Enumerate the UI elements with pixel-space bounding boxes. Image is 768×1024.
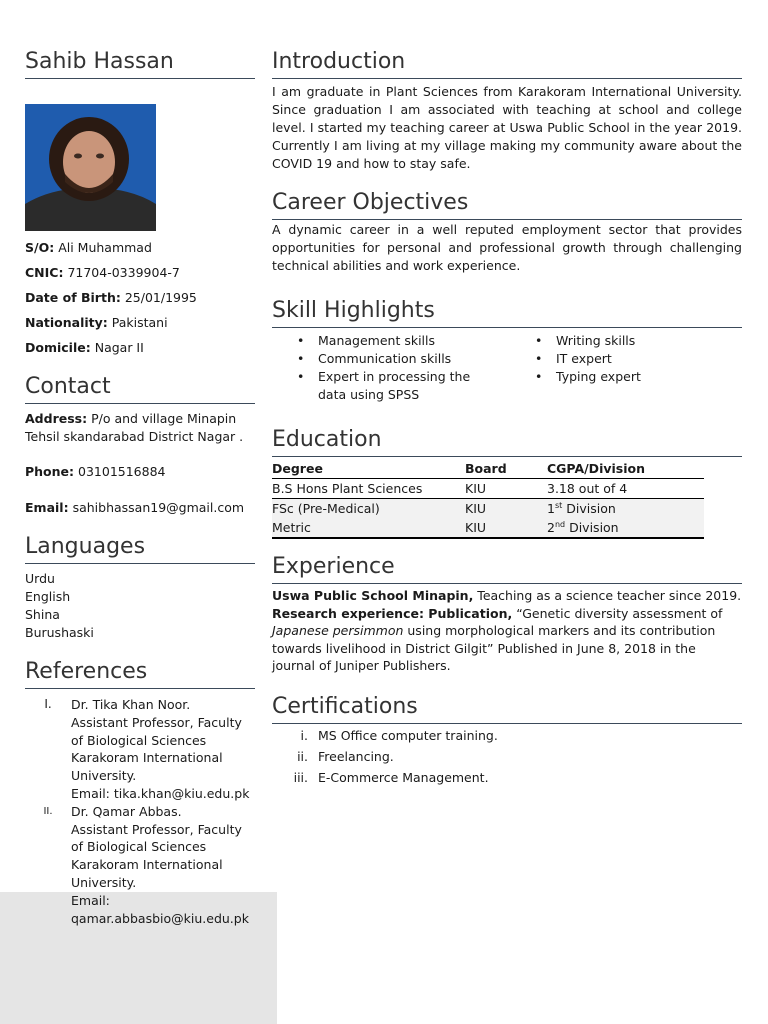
value: Pakistani bbox=[111, 315, 168, 330]
reference-line: Assistant Professor, Faculty bbox=[71, 714, 242, 730]
value: Nagar II bbox=[94, 340, 144, 355]
objectives-text: A dynamic career in a well reputed employment sector that provides opportunities for personal and professional growth through challenging technical abilities and work experience. bbox=[272, 222, 742, 273]
division-text: Division bbox=[562, 501, 616, 517]
reference-line: qamar.abbasbio@kiu.edu.pk bbox=[71, 910, 249, 926]
profile-photo bbox=[25, 104, 156, 231]
reference-line: Dr. Qamar Abbas. bbox=[71, 803, 182, 819]
email bbox=[25, 499, 255, 517]
list-item bbox=[272, 746, 742, 767]
division-text: Division bbox=[565, 520, 619, 536]
species-name: Japanese persimmon bbox=[272, 623, 404, 638]
research-text: using morphological markers and its contribution towards livelihood in District Gilgit” Published in June 8, 2018 in the journal of Juniper Publishers. bbox=[272, 623, 716, 673]
reference-line: Email: bbox=[71, 892, 110, 908]
label: CNIC: bbox=[25, 265, 64, 280]
list-item: Burushaski bbox=[25, 625, 94, 640]
address-line-2: Tehsil skandarabad District Nagar . bbox=[25, 429, 244, 444]
father-name-row bbox=[25, 240, 255, 265]
item-text: MS Office computer training. bbox=[318, 727, 498, 743]
experience-heading: Experience bbox=[272, 553, 742, 584]
list-item: • Writing skills bbox=[556, 332, 641, 350]
label: Address: bbox=[25, 411, 88, 426]
ordinal-suffix: nd bbox=[554, 519, 566, 529]
column-header: CGPA/Division bbox=[547, 459, 704, 479]
value: P/o and village Minapin bbox=[91, 411, 237, 426]
table-cell: FSc (Pre-Medical) bbox=[272, 499, 465, 519]
languages-list bbox=[25, 570, 255, 642]
reference-line: Dr. Tika Khan Noor. bbox=[71, 697, 191, 712]
certifications-list bbox=[272, 725, 742, 788]
table-row bbox=[272, 499, 704, 519]
list-item: • Typing expert bbox=[556, 368, 641, 386]
email-link[interactable]: sahibhassan19@gmail.com bbox=[72, 500, 245, 515]
label: Nationality: bbox=[25, 315, 108, 330]
reference-item bbox=[25, 803, 255, 928]
personal-info bbox=[25, 240, 255, 365]
list-item: Shina bbox=[25, 607, 60, 622]
list-item bbox=[272, 767, 742, 788]
reference-line: Assistant Professor, Faculty bbox=[71, 821, 242, 837]
label: Domicile: bbox=[25, 340, 91, 355]
list-item: Urdu bbox=[25, 571, 55, 586]
table-row bbox=[272, 479, 704, 499]
skills-list bbox=[272, 332, 742, 404]
education-heading: Education bbox=[272, 426, 742, 457]
label: S/O: bbox=[25, 240, 55, 255]
table-header-row bbox=[272, 459, 704, 479]
reference-line: Karakoram International bbox=[71, 857, 223, 873]
table-row bbox=[272, 518, 704, 538]
table-cell: 3.18 out of 4 bbox=[547, 479, 704, 499]
reference-line: of Biological Sciences bbox=[71, 732, 207, 748]
reference-line: Email: tika.khan@kiu.edu.pk bbox=[71, 785, 250, 801]
division-number: 2 bbox=[547, 520, 555, 536]
contact-heading: Contact bbox=[25, 373, 255, 404]
introduction-text: I am graduate in Plant Sciences from Karakoram International University. Since graduation I am associated with teaching at school and college level. I started my teaching career at Uswa Public School in the year 2019. Currently I am living at my village making my community aware about the COVID 19 and how to stay safe. bbox=[272, 84, 742, 171]
reference-line: University. bbox=[71, 874, 137, 890]
objectives-heading: Career Objectives bbox=[272, 189, 742, 220]
domicile-row bbox=[25, 340, 255, 365]
reference-line: Karakoram International bbox=[71, 750, 223, 766]
education-table bbox=[272, 459, 704, 539]
label: Date of Birth: bbox=[25, 290, 121, 305]
list-item bbox=[272, 725, 742, 746]
list-item: • Expert in processing the data using SPSS bbox=[318, 368, 478, 404]
item-text: E-Commerce Management. bbox=[318, 769, 489, 785]
employer: Uswa Public School Minapin, bbox=[272, 588, 474, 603]
value: 25/01/1995 bbox=[124, 290, 197, 305]
contact-section bbox=[25, 410, 255, 517]
item-number: ii. bbox=[297, 748, 308, 764]
value: 71704-0339904-7 bbox=[67, 265, 180, 280]
skills-heading: Skill Highlights bbox=[272, 297, 742, 328]
column-header: Degree bbox=[272, 459, 465, 479]
reference-details bbox=[71, 696, 249, 803]
left-column bbox=[25, 48, 255, 927]
item-number: i. bbox=[300, 727, 308, 743]
item-number: iii. bbox=[293, 769, 308, 785]
list-item: • Communication skills bbox=[318, 350, 538, 368]
table-cell: Metric bbox=[272, 518, 465, 538]
table-cell bbox=[547, 518, 704, 538]
skills-right bbox=[538, 332, 641, 404]
reference-line: of Biological Sciences bbox=[71, 839, 207, 855]
reference-item bbox=[25, 696, 255, 803]
table-cell: KIU bbox=[465, 499, 547, 519]
dob-row bbox=[25, 290, 255, 315]
column-header: Board bbox=[465, 459, 547, 479]
languages-heading: Languages bbox=[25, 533, 255, 564]
reference-line: University. bbox=[71, 768, 137, 784]
portrait-image bbox=[25, 104, 156, 231]
table-cell bbox=[547, 499, 704, 519]
research-text: “Genetic diversity assessment of bbox=[512, 605, 723, 621]
table-cell: KIU bbox=[465, 479, 547, 499]
value: Ali Muhammad bbox=[58, 240, 152, 255]
research-label: Research experience: Publication, bbox=[272, 605, 513, 621]
ordinal-suffix: st bbox=[554, 500, 563, 510]
label: Phone: bbox=[25, 464, 75, 479]
table-cell: KIU bbox=[465, 518, 547, 538]
address bbox=[25, 410, 255, 428]
references-list bbox=[25, 696, 255, 927]
reference-number: I. bbox=[44, 697, 52, 711]
item-text: Freelancing. bbox=[318, 748, 394, 764]
label: Email: bbox=[25, 500, 69, 515]
right-column bbox=[272, 48, 742, 788]
list-item: • Management skills bbox=[318, 332, 538, 350]
role: Teaching as a science teacher since 2019. bbox=[473, 588, 742, 603]
nationality-row bbox=[25, 315, 255, 340]
skills-left bbox=[272, 332, 538, 404]
table-cell: B.S Hons Plant Sciences bbox=[272, 479, 465, 499]
value: 03101516884 bbox=[78, 464, 166, 479]
list-item: English bbox=[25, 589, 71, 604]
introduction-heading: Introduction bbox=[272, 48, 742, 79]
reference-number: II. bbox=[43, 805, 53, 817]
school-experience bbox=[272, 587, 742, 605]
phone bbox=[25, 463, 255, 481]
list-item: • IT expert bbox=[556, 350, 641, 368]
reference-details bbox=[71, 803, 249, 928]
certifications-heading: Certifications bbox=[272, 693, 742, 724]
candidate-name: Sahib Hassan bbox=[25, 48, 255, 79]
research-experience bbox=[272, 605, 742, 675]
experience-text bbox=[272, 587, 742, 675]
references-heading: References bbox=[25, 658, 255, 689]
division-number: 1 bbox=[547, 501, 555, 517]
cnic-row bbox=[25, 265, 255, 290]
